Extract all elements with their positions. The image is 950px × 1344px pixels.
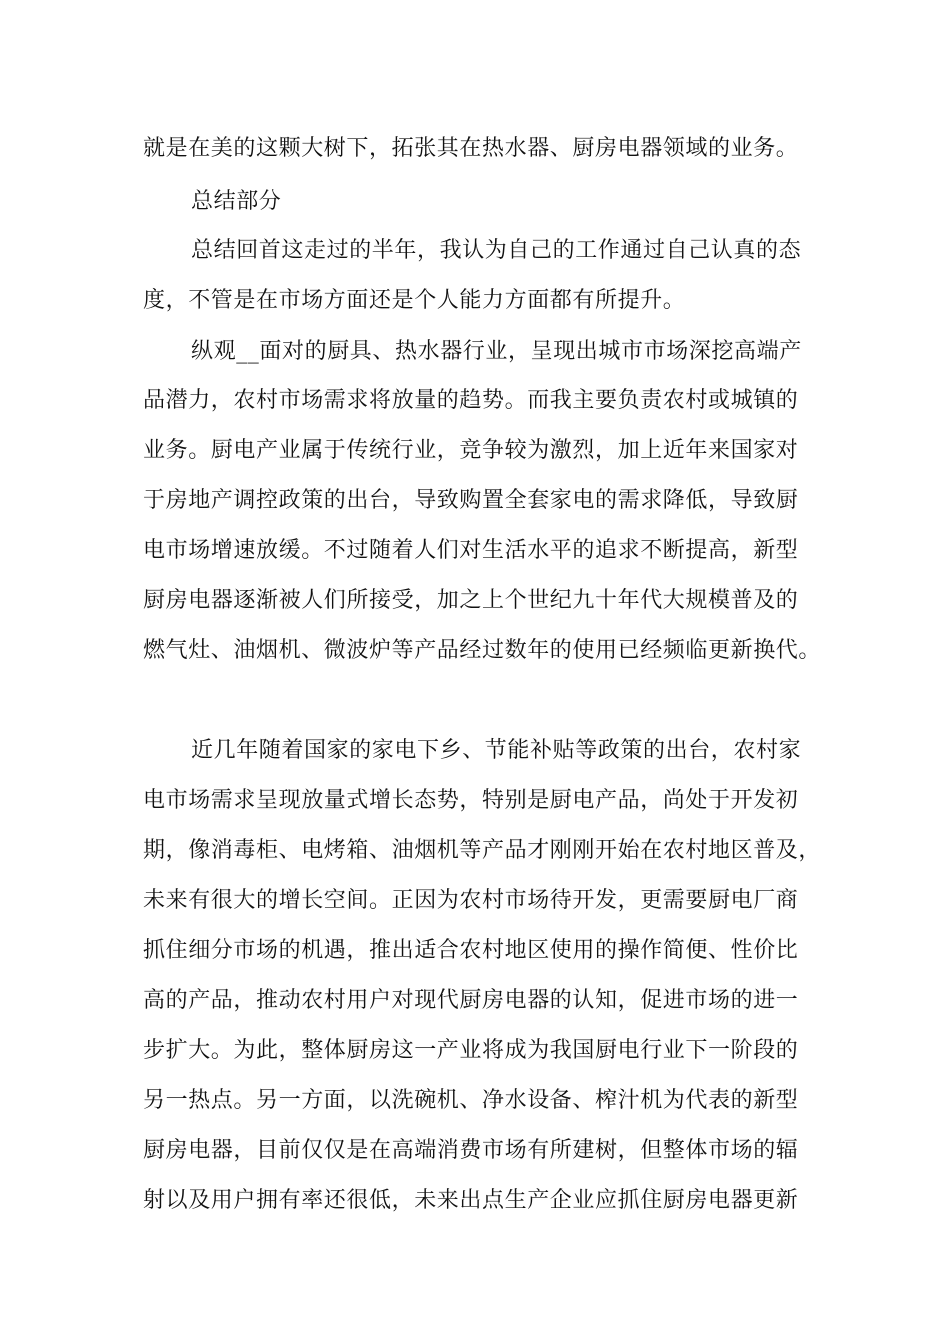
text-line: 未来有很大的增长空间。正因为农村市场待开发，更需要厨电厂商 [143, 888, 799, 913]
text-line: 就是在美的这颗大树下，拓张其在热水器、厨房电器领域的业务。 [143, 136, 799, 161]
text-line: 度，不管是在市场方面还是个人能力方面都有所提升。 [143, 288, 686, 313]
text-line: 厨房电器，目前仅仅是在高端消费市场有所建树，但整体市场的辐 [143, 1138, 799, 1163]
text-line: 厨房电器逐渐被人们所接受，加之上个世纪九十年代大规模普及的 [143, 588, 799, 613]
text-line: 于房地产调控政策的出台，导致购置全套家电的需求降低，导致厨 [143, 488, 799, 513]
text-line: 期，像消毒柜、电烤箱、油烟机等产品才刚刚开始在农村地区普及， [143, 838, 822, 863]
text-line: 电市场增速放缓。不过随着人们对生活水平的追求不断提高，新型 [143, 538, 799, 563]
text-line: 燃气灶、油烟机、微波炉等产品经过数年的使用已经频临更新换代。 [143, 638, 822, 663]
text-line: 品潜力，农村市场需求将放量的趋势。而我主要负责农村或城镇的 [143, 388, 799, 413]
text-line: 总结回首这走过的半年，我认为自己的工作通过自己认真的态 [191, 238, 802, 263]
text-line: 另一热点。另一方面，以洗碗机、净水设备、榨汁机为代表的新型 [143, 1088, 799, 1113]
text-line: 抓住细分市场的机遇，推出适合农村地区使用的操作简便、性价比 [143, 938, 799, 963]
text-line: 高的产品，推动农村用户对现代厨房电器的认知，促进市场的进一 [143, 988, 799, 1013]
text-line: 业务。厨电产业属于传统行业，竞争较为激烈，加上近年来国家对 [143, 438, 799, 463]
text-line: 近几年随着国家的家电下乡、节能补贴等政策的出台，农村家 [191, 738, 802, 763]
text-line: 射以及用户拥有率还很低，未来出点生产企业应抓住厨房电器更新 [143, 1188, 799, 1213]
section-heading: 总结部分 [191, 189, 282, 214]
text-line: 纵观__面对的厨具、热水器行业，呈现出城市市场深挖高端产 [191, 339, 802, 364]
text-line: 步扩大。为此，整体厨房这一产业将成为我国厨电行业下一阶段的 [143, 1038, 799, 1063]
text-line: 电市场需求呈现放量式增长态势，特别是厨电产品，尚处于开发初 [143, 788, 799, 813]
